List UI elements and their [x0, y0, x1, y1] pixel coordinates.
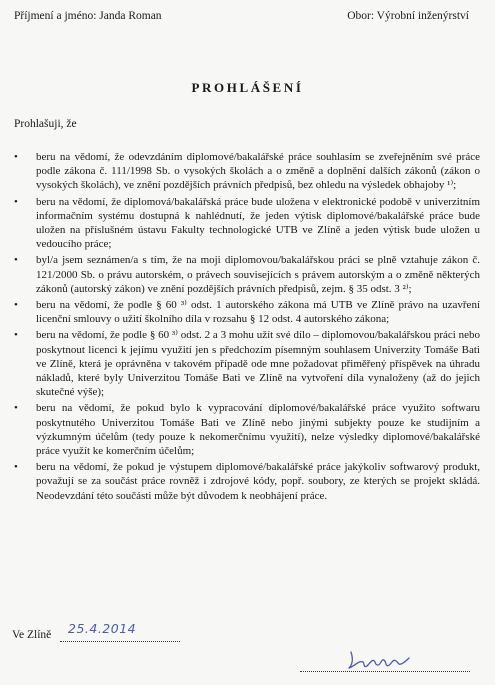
study-field: Obor: Výrobní inženýrství — [347, 10, 469, 22]
list-item-text: beru na vědomí, že diplomová/bakalářská práce bude uložena v elektronické podobě v univerzitním informačním systému dostupná k nahlédnutí, že jeden výtisk diplomové/bakalářské práce bude uložen na příslušném ústavu Fakulty technologické UTB ve Zlíně a jeden výtisk bude uložen u vedoucího práce; — [36, 195, 480, 251]
page-title: PROHLÁŠENÍ — [191, 80, 304, 95]
list-item — [12, 328, 480, 399]
date-dotted-line — [60, 641, 180, 642]
list-item — [12, 298, 480, 326]
bullet-icon: • — [14, 299, 18, 312]
declaration-list — [12, 150, 480, 505]
list-item-text: beru na vědomí, že pokud je výstupem diplomové/bakalářské práce jakýkoliv softwarový produkt, považují se za součást práce rovněž i zdrojové kódy, popř. soubory, ze kterých se projekt skládá. Neodevzdání této součásti může být důvodem k neobhájení práce. — [36, 461, 480, 502]
list-item — [12, 460, 480, 503]
list-item-text: beru na vědomí, že odevzdáním diplomové/bakalářské práce souhlasím se zveřejněním své práce podle zákona č. 111/1998 Sb. o vysokých školách a o změně a doplnění dalších zákonů (zákon o vysokých školách), ve znění pozdějších právních předpisů, bez ohledu na výsledek obhajoby ¹⁾; — [36, 151, 480, 192]
bullet-icon: • — [14, 402, 18, 415]
signature-image — [345, 648, 415, 672]
list-item — [12, 150, 480, 193]
list-item-text: beru na vědomí, že pokud bylo k vypracování diplomové/bakalářské práce využito softwaru poskytnutého Univerzitou Tomáše Bati ve Zlíně nebo jinými subjekty pouze ke studijním a výzkumným účelům (tedy pouze k nekomerčnímu využití), nelze výsledky diplomové/bakalářské práce využít ke komerčním účelům; — [36, 402, 480, 458]
signature-dotted-line — [300, 671, 470, 672]
handwritten-date: 25.4.2014 — [68, 621, 137, 636]
bullet-icon: • — [14, 151, 18, 163]
bullet-icon: • — [14, 329, 18, 342]
bullet-icon: • — [14, 461, 18, 474]
bullet-icon: • — [14, 254, 18, 267]
bullet-icon: • — [14, 195, 18, 208]
place-label: Ve Zlíně — [12, 629, 52, 641]
student-name: Příjmení a jméno: Janda Roman — [14, 10, 162, 22]
list-item — [12, 253, 480, 296]
list-item — [12, 401, 480, 458]
list-item — [12, 195, 480, 252]
list-item-text: byl/a jsem seznámen/a s tím, že na moji diplomovou/bakalářskou práci se plně vztahuje zákon č. 121/2000 Sb. o právu autorském, o právech souvisejících s právem autorským a o změně některých zákonů (autorský zákon) ve znění pozdějších právních předpisů, zejm. § 35 odst. 3 ²⁾; — [36, 254, 480, 295]
list-item-text: beru na vědomí, že podle § 60 ³⁾ odst. 2 a 3 mohu užít své dílo – diplomovou/bakalářskou práci nebo poskytnout licenci k jejímu využití jen s předchozím písemným souhlasem Univerzity Tomáše Bati ve Zlíně, která je oprávněna v takovém případě ode mne požadovat přiměřený příspěvek na úhradu nákladů, které byly Univerzitou Tomáše Bati ve Zlíně na vytvoření díla vynaloženy (až do jejich skutečné výše); — [36, 329, 480, 399]
list-item-text: beru na vědomí, že podle § 60 ³⁾ odst. 1 autorského zákona má UTB ve Zlíně právo na uzavření licenční smlouvy o užití školního díla v rozsahu § 12 odst. 4 autorského zákona; — [36, 299, 480, 326]
intro-text: Prohlašuji, že — [14, 118, 77, 130]
